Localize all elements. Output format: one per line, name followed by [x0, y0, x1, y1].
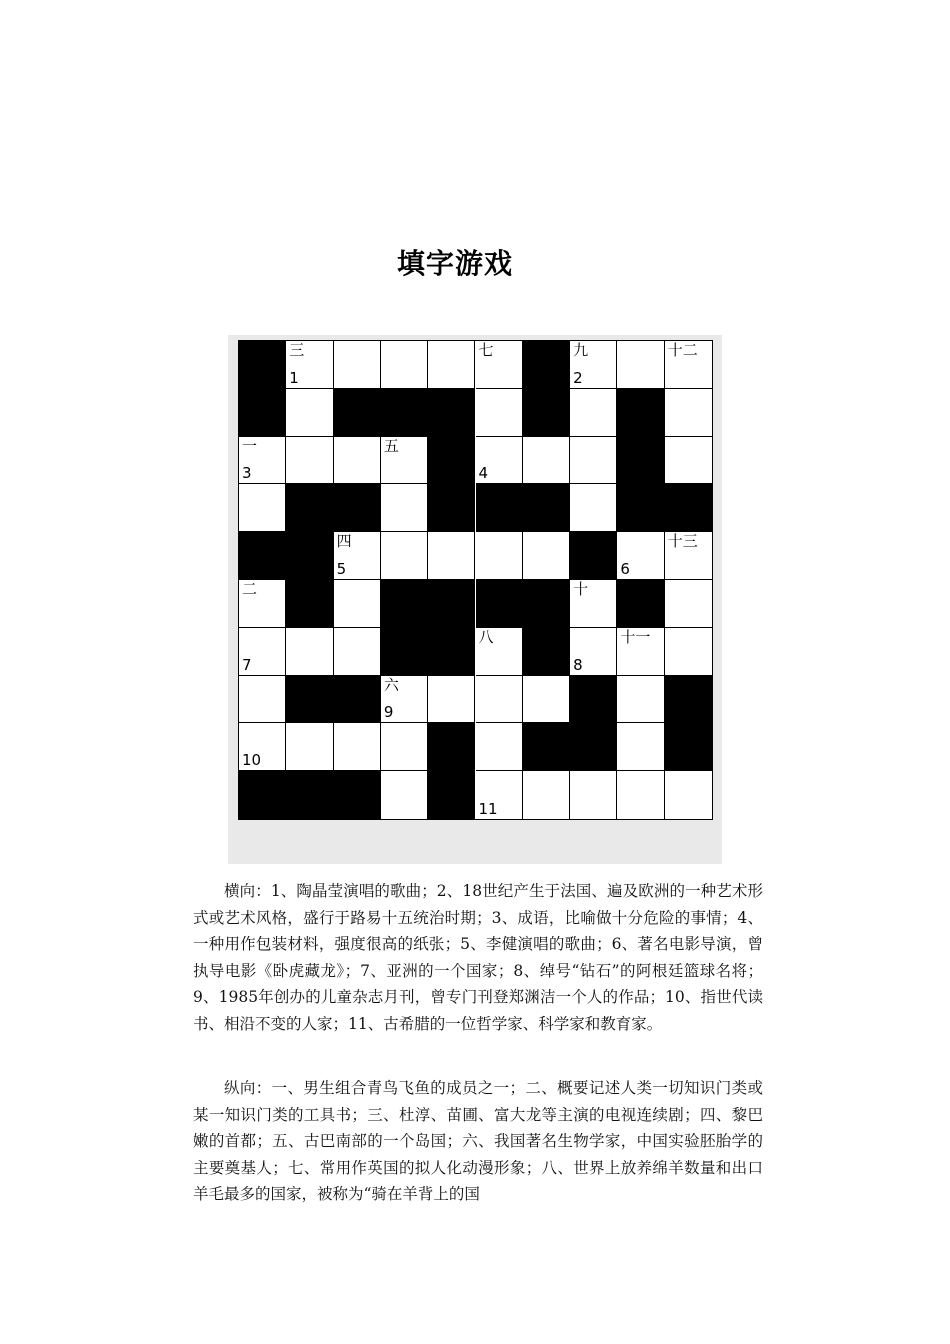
down-clues: 纵向：一、男生组合青鸟飞鱼的成员之一；二、概要记述人类一切知识门类或某一知识门类的工具书；三、杜淳、苗圃、富大龙等主演的电视连续剧；四、黎巴嫩的首都；五、古巴南部的一个岛国；六、我国著名生物学家，中国实验胚胎学的主要奠基人；七、常用作英国的拟人化动漫形象；八、世界上放养绵羊数量和出口羊毛最多的国家，被称为“骑在羊背上的国 — [193, 1079, 763, 1203]
grid-cell[interactable] — [523, 532, 570, 580]
grid-cell[interactable] — [476, 771, 523, 819]
grid-cell[interactable] — [286, 437, 333, 485]
grid-cell-black — [381, 628, 428, 676]
grid-cell[interactable] — [428, 532, 475, 580]
grid-cell[interactable] — [334, 580, 381, 628]
grid-cell[interactable] — [665, 437, 712, 485]
grid-cell-black — [334, 771, 381, 819]
grid-cell[interactable] — [476, 628, 523, 676]
grid-cell-black — [523, 484, 570, 532]
grid-cell-black — [286, 771, 333, 819]
grid-cell-black — [617, 389, 664, 437]
grid-cell[interactable] — [617, 676, 664, 724]
down-clue-marker: 二 — [242, 580, 258, 598]
grid-cell[interactable] — [570, 484, 617, 532]
grid-cell[interactable] — [476, 723, 523, 771]
grid-cell-black — [617, 484, 664, 532]
grid-cell[interactable] — [665, 341, 712, 389]
grid-cell-black — [381, 580, 428, 628]
grid-cell-black — [570, 723, 617, 771]
across-clues: 横向：1、陶晶莹演唱的歌曲；2、18世纪产生于法国、遍及欧洲的一种艺术形式或艺术风格，盛行于路易十五统治时期；3、成语，比喻做十分危险的事情；4、一种用作包装材料，强度很高的纸张；5、李健演唱的歌曲；6、著名电影导演，曾执导电影《卧虎藏龙》；7、亚洲的一个国家；8、绰号“钻石”的阿根廷篮球名将；9、1985年创办的儿童杂志月刊，曾专门刊登郑渊洁一个人的作品；10、指世代读书、相沿不变的人家；11、古希腊的一位哲学家、科学家和教育家。 — [193, 882, 763, 1033]
grid-cell[interactable] — [381, 771, 428, 819]
grid-cell[interactable] — [617, 532, 664, 580]
grid-cell-black — [286, 676, 333, 724]
grid-cell[interactable] — [570, 341, 617, 389]
grid-cell-black — [239, 341, 286, 389]
across-clue-number: 6 — [620, 559, 630, 578]
grid-cell-black — [428, 484, 475, 532]
down-clue-marker: 十 — [573, 580, 589, 598]
page-title: 填字游戏 — [396, 247, 513, 280]
down-clue-marker: 五 — [383, 436, 399, 455]
grid-cell[interactable] — [239, 628, 286, 676]
grid-cell[interactable] — [617, 341, 664, 389]
grid-cell[interactable] — [239, 676, 286, 724]
down-clue-marker: 六 — [383, 675, 399, 694]
grid-cell[interactable] — [476, 341, 523, 389]
grid-cell-black — [428, 580, 475, 628]
grid-cell-black — [334, 676, 381, 724]
grid-cell[interactable] — [570, 580, 617, 628]
grid-cell-black — [570, 676, 617, 724]
grid-cell[interactable] — [617, 628, 664, 676]
grid-cell[interactable] — [239, 580, 286, 628]
grid-cell[interactable] — [428, 676, 475, 724]
grid-cell[interactable] — [476, 532, 523, 580]
grid-cell[interactable] — [523, 771, 570, 819]
grid-cell[interactable] — [523, 676, 570, 724]
grid-cell[interactable] — [570, 628, 617, 676]
grid-cell[interactable] — [476, 389, 523, 437]
grid-cell[interactable] — [617, 723, 664, 771]
grid-cell[interactable] — [381, 532, 428, 580]
grid-cell-black — [239, 389, 286, 437]
across-clue-number: 3 — [242, 464, 252, 483]
grid-cell-black — [617, 580, 664, 628]
across-clue-number: 10 — [242, 751, 262, 770]
grid-cell-black — [286, 532, 333, 580]
down-clue-marker: 三 — [289, 341, 305, 359]
grid-cell[interactable] — [239, 437, 286, 485]
across-clue-number: 9 — [383, 703, 394, 722]
across-clue-number: 5 — [336, 559, 347, 578]
grid-cell-black — [381, 389, 428, 437]
grid-cell[interactable] — [665, 580, 712, 628]
grid-cell-black — [665, 484, 712, 532]
grid-cell[interactable] — [334, 628, 381, 676]
across-clue-number: 2 — [573, 368, 583, 387]
grid-cell-black — [523, 628, 570, 676]
grid-cell[interactable] — [334, 341, 381, 389]
down-clue-marker: 七 — [478, 341, 494, 359]
grid-cell-black — [334, 484, 381, 532]
down-clue-marker: 四 — [336, 532, 352, 551]
grid-cell[interactable] — [286, 723, 333, 771]
grid-cell-black — [428, 771, 475, 819]
grid-cell[interactable] — [381, 484, 428, 532]
grid-cell-black — [286, 484, 333, 532]
down-clue-marker: 十二 — [667, 341, 698, 359]
grid-cell[interactable] — [476, 437, 523, 485]
grid-cell-black — [665, 723, 712, 771]
grid-cell-black — [665, 676, 712, 724]
grid-cell[interactable] — [617, 771, 664, 819]
grid-cell-black — [334, 389, 381, 437]
crossword-figure — [228, 335, 722, 864]
grid-cell-black — [523, 341, 570, 389]
grid-cell[interactable] — [570, 437, 617, 485]
grid-cell[interactable] — [381, 437, 428, 485]
grid-cell[interactable] — [523, 437, 570, 485]
across-clue-number: 4 — [478, 464, 489, 483]
grid-cell-black — [476, 580, 523, 628]
grid-cell[interactable] — [381, 676, 428, 724]
grid-cell-black — [239, 532, 286, 580]
grid-cell[interactable] — [381, 341, 428, 389]
grid-cell[interactable] — [476, 676, 523, 724]
grid-cell[interactable] — [665, 771, 712, 819]
grid-cell[interactable] — [286, 389, 333, 437]
grid-cell[interactable] — [428, 341, 475, 389]
down-clue-marker: 九 — [573, 341, 589, 359]
grid-cell[interactable] — [570, 389, 617, 437]
across-clue-number: 7 — [242, 655, 252, 674]
grid-cell[interactable] — [334, 723, 381, 771]
grid-cell-black — [523, 580, 570, 628]
grid-cell[interactable] — [239, 723, 286, 771]
grid-cell-black — [428, 628, 475, 676]
down-clue-marker: 十三 — [667, 532, 698, 551]
down-clue-marker: 十一 — [620, 627, 651, 646]
grid-cell-black — [523, 389, 570, 437]
down-clue-marker: 八 — [478, 627, 494, 646]
crossword-grid — [238, 340, 713, 820]
across-clue-number: 11 — [478, 799, 498, 818]
grid-cell[interactable] — [286, 341, 333, 389]
grid-cell[interactable] — [334, 532, 381, 580]
across-clue-number: 8 — [573, 655, 583, 674]
grid-cell-black — [286, 580, 333, 628]
grid-cell-black — [428, 437, 475, 485]
grid-cell-black — [523, 723, 570, 771]
grid-cell[interactable] — [381, 723, 428, 771]
grid-cell-black — [239, 771, 286, 819]
grid-cell-black — [617, 437, 664, 485]
grid-cell[interactable] — [239, 484, 286, 532]
grid-cell[interactable] — [570, 771, 617, 819]
grid-cell[interactable] — [286, 628, 333, 676]
grid-cell[interactable] — [665, 389, 712, 437]
grid-cell[interactable] — [665, 628, 712, 676]
grid-cell-black — [476, 484, 523, 532]
down-clue-marker: 一 — [242, 436, 258, 455]
grid-cell-black — [428, 723, 475, 771]
grid-cell-black — [570, 532, 617, 580]
grid-cell[interactable] — [665, 532, 712, 580]
grid-cell[interactable] — [334, 437, 381, 485]
grid-cell-black — [428, 389, 475, 437]
across-clue-number: 1 — [289, 368, 299, 387]
